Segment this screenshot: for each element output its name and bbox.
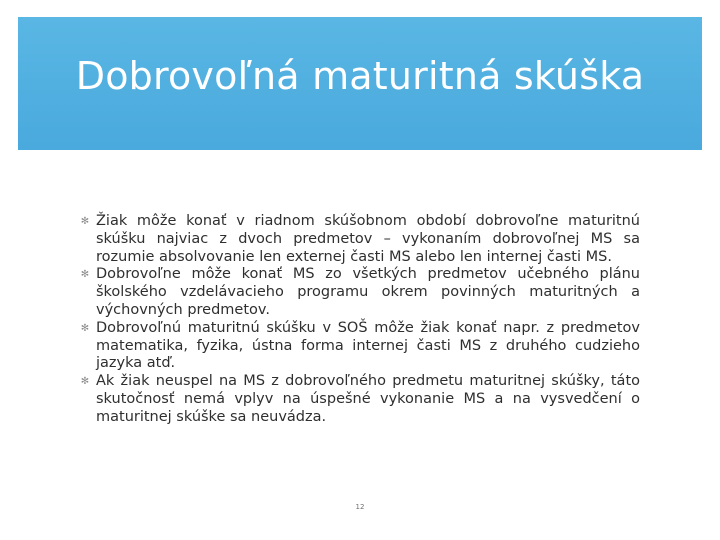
bullet-item-4 xyxy=(80,373,640,426)
page-number: 12 xyxy=(355,503,365,511)
bullet-text-3: Dobrovoľnú maturitnú skúšku v SOŠ môže žiak konať napr. z predmetov matematika, fyzika, ústna forma internej časti MS z druhého cudzieho jazyka atď. xyxy=(96,319,640,372)
bullet-text-4: Ak žiak neuspel na MS z dobrovoľného predmetu maturitnej skúšky, táto skutočnosť nemá vplyv na úspešné vykonanie MS a na vysvedčení o maturitnej skúške sa neuvádza. xyxy=(96,373,640,425)
asterisk-bullet-icon: ✻ xyxy=(80,269,90,281)
asterisk-bullet-icon: ✻ xyxy=(80,376,90,388)
slide-title: Dobrovoľná maturitná skúška xyxy=(75,54,645,98)
slide-content xyxy=(80,213,640,427)
bullet-item-3 xyxy=(80,320,640,373)
bullet-text-1: Žiak môže konať v riadnom skúšobnom období dobrovoľne maturitnú skúšku najviac z dvoch predmetov – vykonaním dobrovoľnej MS sa rozumie absolvovanie len externej časti MS alebo len internej časti MS. xyxy=(96,213,640,265)
bullet-item-2 xyxy=(80,266,640,319)
title-banner xyxy=(18,17,702,150)
bullet-item-1 xyxy=(80,213,640,266)
bullet-text-2: Dobrovoľne môže konať MS zo všetkých predmetov učebného plánu školského vzdelávacieho programu okrem povinných maturitných a výchovných predmetov. xyxy=(96,266,640,318)
asterisk-bullet-icon: ✻ xyxy=(80,322,90,334)
bullet-list xyxy=(80,213,640,427)
asterisk-bullet-icon: ✻ xyxy=(80,216,90,227)
